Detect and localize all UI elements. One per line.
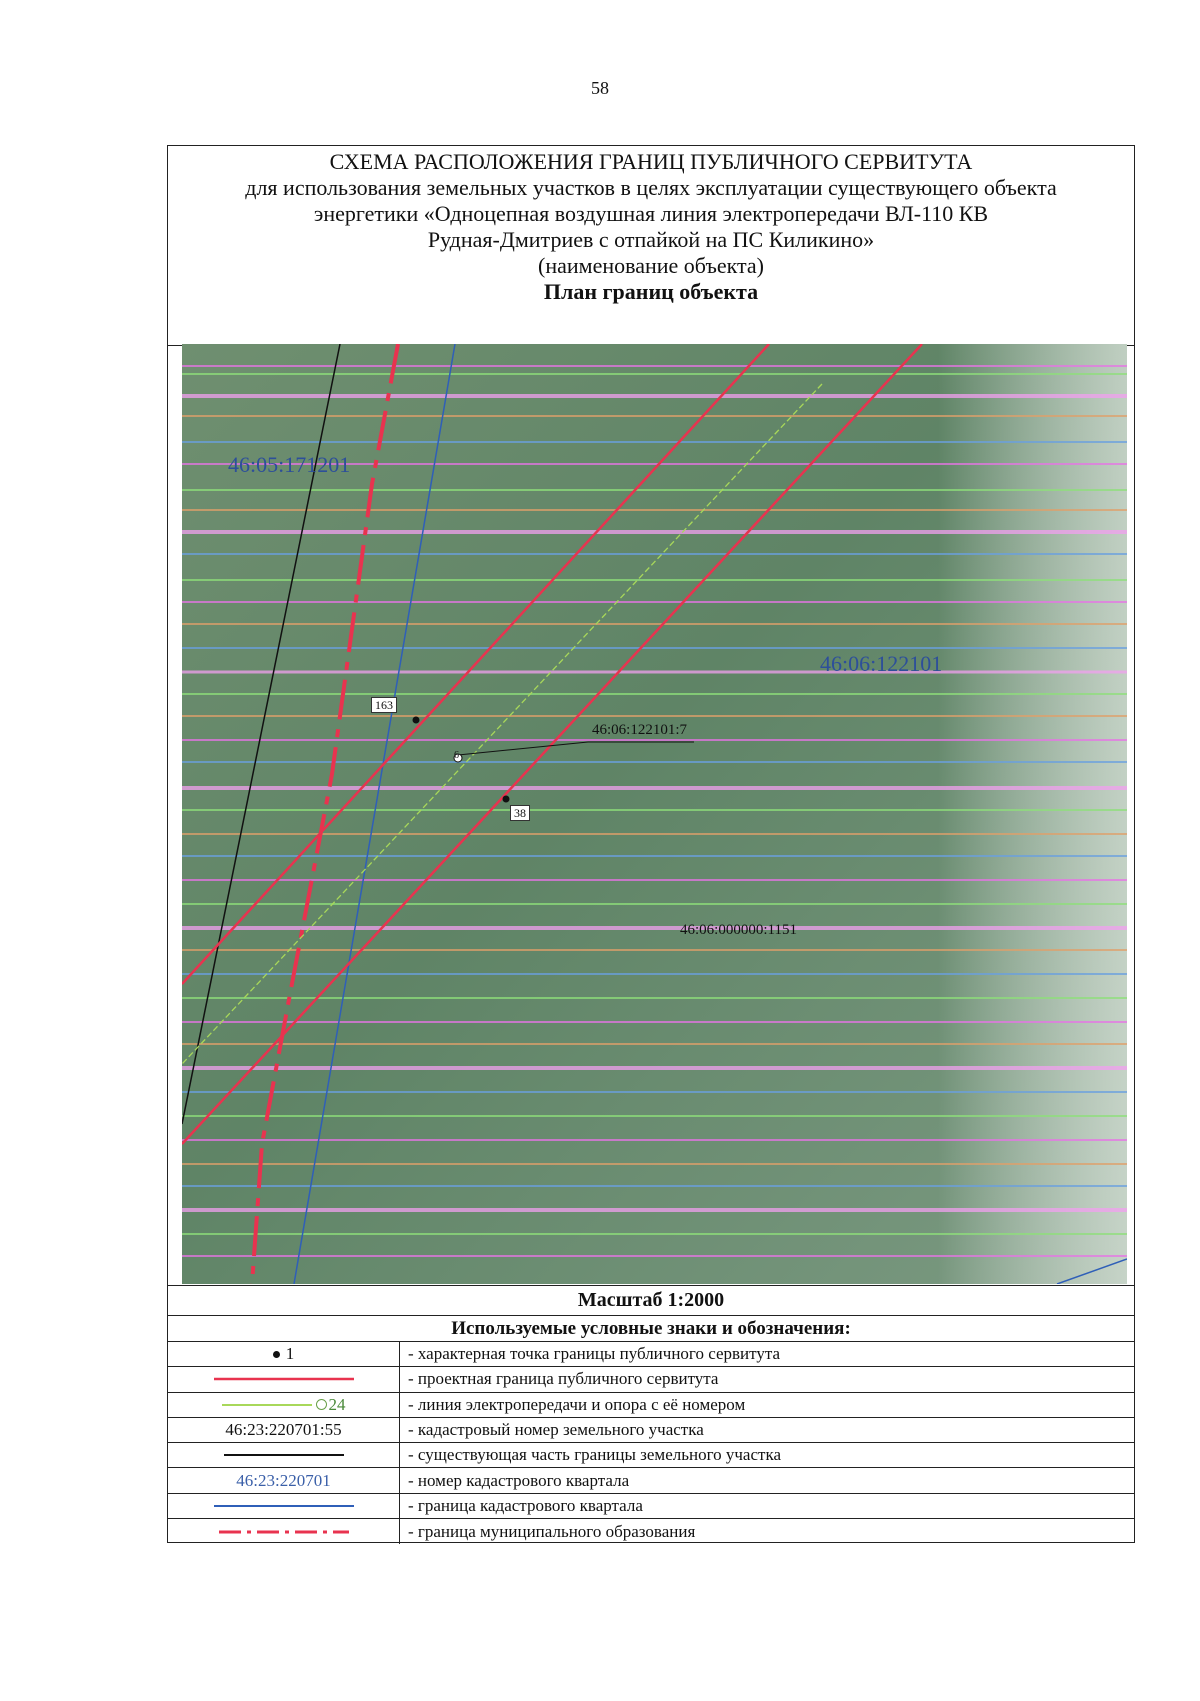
- legend-description: - линия электропередачи и опора с её номером: [408, 1394, 746, 1414]
- legend-row-quarter-boundary: [168, 1494, 1134, 1519]
- legend-symbol-power-line: [168, 1393, 400, 1417]
- parcel-label-1151: 46:06:000000:1151: [680, 922, 797, 938]
- map-canvas: [182, 344, 1127, 1284]
- header-object-caption: (наименование объекта): [538, 253, 764, 278]
- quarter-label-east: 46:06:122101: [820, 651, 943, 676]
- legend-description: - проектная граница публичного сервитута: [408, 1369, 719, 1389]
- legend-table: [168, 1342, 1134, 1544]
- legend-description: - существующая часть границы земельного участка: [408, 1445, 781, 1465]
- header-title: СХЕМА РАСПОЛОЖЕНИЯ ГРАНИЦ ПУБЛИЧНОГО СЕРВИТУТА: [329, 149, 973, 174]
- legend-row-municipal-boundary: [168, 1519, 1134, 1544]
- satellite-haze: [182, 344, 1127, 1284]
- scale-label: Масштаб 1:2000: [168, 1285, 1134, 1316]
- map-view[interactable]: [182, 344, 1127, 1284]
- scheme-header: [168, 146, 1134, 346]
- legend-symbol-quarter-boundary: [168, 1494, 400, 1518]
- legend-description: - характерная точка границы публичного сервитута: [408, 1344, 781, 1364]
- legend-row-parcel-boundary: [168, 1443, 1134, 1468]
- legend-row-cadastral-number: [168, 1418, 1134, 1443]
- pole-icon: [316, 1399, 327, 1410]
- header-subtitle-3: Рудная-Дмитриев с отпайкой на ПС Киликино»: [427, 227, 875, 252]
- legend-row-power-line: [168, 1393, 1134, 1418]
- red-line-icon: [214, 1376, 354, 1382]
- legend-symbol-servitude: [168, 1367, 400, 1391]
- scheme-frame: [167, 145, 1135, 1543]
- legend-symbol-point: [168, 1342, 400, 1366]
- boundary-point-38[interactable]: [503, 796, 510, 803]
- page-number: 58: [591, 78, 609, 98]
- point-label-163: 163: [371, 697, 397, 713]
- black-line-icon: [224, 1452, 344, 1458]
- boundary-point-163[interactable]: [413, 717, 420, 724]
- legend-title: Используемые условные знаки и обозначения:: [168, 1316, 1134, 1342]
- point-label-38: 38: [510, 805, 530, 821]
- legend-row-servitude: [168, 1367, 1134, 1392]
- legend-symbol-quarter-number: [168, 1468, 400, 1492]
- green-line-icon: [222, 1402, 312, 1408]
- legend-pole-number: 24: [328, 1394, 346, 1414]
- legend-description: - граница кадастрового квартала: [408, 1495, 643, 1515]
- legend-symbol-cadastral-number: [168, 1418, 400, 1442]
- parcel-label-122101-7: 46:06:122101:7: [592, 722, 688, 738]
- dash-dot-line-icon: [219, 1529, 349, 1535]
- legend-symbol-municipal-boundary: [168, 1519, 400, 1544]
- legend-row-quarter-number: [168, 1468, 1134, 1493]
- legend-point-number: 1: [285, 1344, 295, 1364]
- legend-description: - кадастровый номер земельного участка: [408, 1420, 704, 1440]
- pole-number-label: 6: [454, 750, 459, 761]
- legend-quarter-number: 46:23:220701: [236, 1470, 331, 1490]
- legend-row-point: [168, 1342, 1134, 1367]
- legend-description: - граница муниципального образования: [408, 1521, 696, 1541]
- legend-symbol-parcel-boundary: [168, 1443, 400, 1467]
- legend-description: - номер кадастрового квартала: [408, 1470, 630, 1490]
- legend-cadastral-number: 46:23:220701:55: [225, 1420, 342, 1440]
- header-subtitle-2: энергетики «Одноцепная воздушная линия электропередачи ВЛ-110 КВ: [313, 201, 989, 226]
- header-subtitle-1: для использования земельных участков в целях эксплуатации существующего объекта: [245, 175, 1057, 200]
- quarter-label-west: 46:05:171201: [228, 452, 351, 477]
- plan-title: План границ объекта: [543, 279, 759, 304]
- dot-icon: [273, 1351, 280, 1358]
- blue-line-icon: [214, 1503, 354, 1509]
